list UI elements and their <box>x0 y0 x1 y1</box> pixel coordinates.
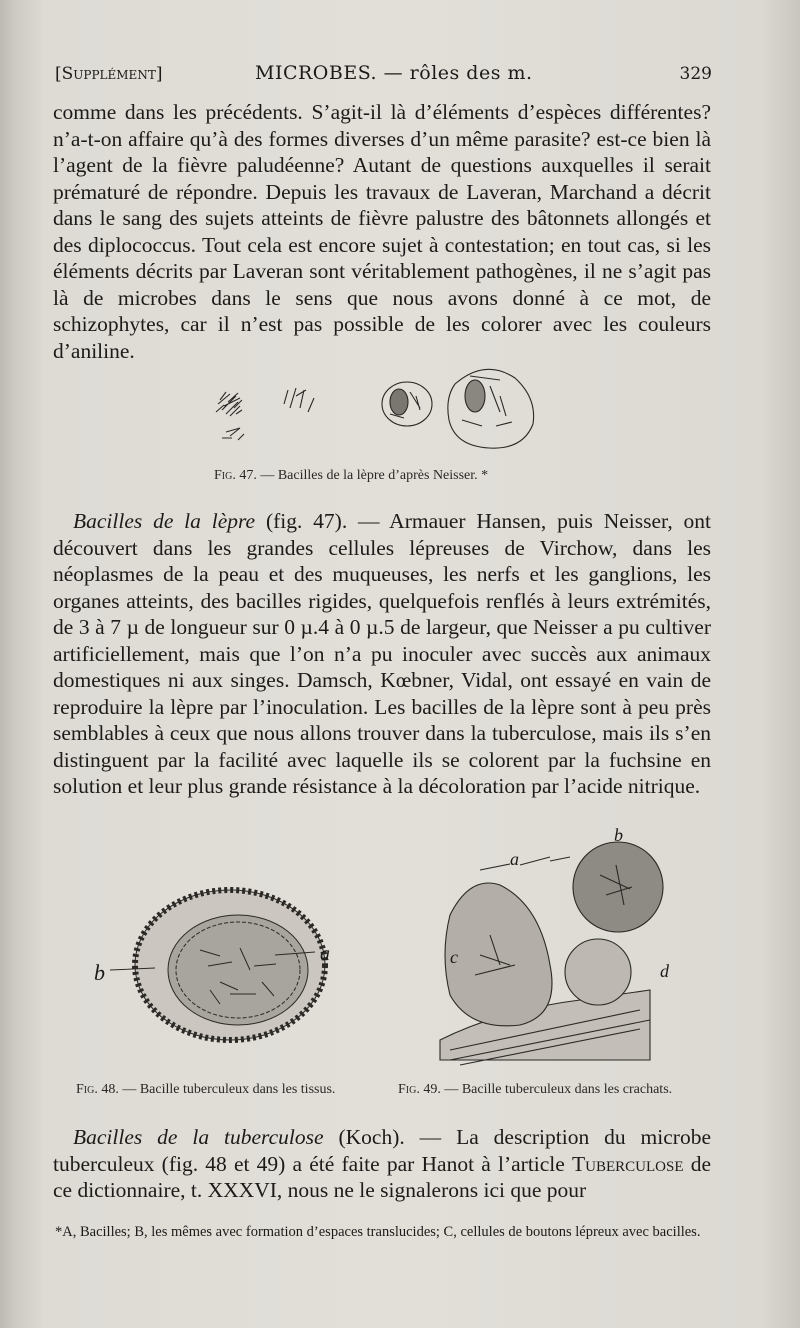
figure-49-label-a: a <box>510 849 519 869</box>
header-title: MICROBES. — rôles des m. <box>255 62 533 84</box>
figure-47-illustration <box>200 356 560 452</box>
figure-49-caption-text: — Bacille tuberculeux dans les crachats. <box>444 1082 673 1097</box>
figure-49 <box>420 825 675 1070</box>
figure-49-illustration <box>420 825 675 1070</box>
tuberculose-article-name: Tuberculose <box>572 1151 684 1176</box>
lepre-text: — Armauer Hansen, puis Neisser, ont découvert dans les grandes cellules lépreuses de Virchow, dans les néoplasmes de la peau et des muqueuses, les nerfs et les ganglions, les organes atteints, des bacilles rigides, quelquefois renflés à leurs extrémités, de 3 à 7 µ de longueur sur 0 µ.4 à 0 µ.5 de largeur, que Neisser a pu cultiver artificiellement, mais que l’on n’a pu inoculer avec succès aux animaux domestiques ni aux singes. Damsch, Kœbner, Vidal, ont essayé en vain de reproduire la lèpre par l’inoculation. Les bacilles de la lèpre sont à peu près semblables à ceux que nous allons trouver dans la tuberculose, mais ils s’en distinguent par la facilité avec laquelle ils se colorent par la fuchsine en solution et leur plus grande résistance à la décoloration par l’acide nitrique. <box>53 509 712 798</box>
figure-48-illustration <box>90 870 340 1070</box>
figure-48-caption <box>76 1082 335 1098</box>
figure-48-caption-text: — Bacille tuberculeux dans les tissus. <box>122 1082 336 1097</box>
figure-48-label: Fig. 48. <box>76 1082 119 1097</box>
figure-47-footnote-marker: * <box>481 468 489 483</box>
figure-49-label: Fig. 49. <box>398 1082 441 1097</box>
figure-49-label-b: b <box>614 825 623 845</box>
footnote: *A, Bacilles; B, les mêmes avec formation d’espaces translucides; C, cellules de boutons lépreux avec bacilles. <box>55 1224 701 1240</box>
figure-49-label-c: c <box>450 947 458 967</box>
figure-47 <box>200 356 560 452</box>
figure-48-label-b: b <box>94 960 105 985</box>
tuberculose-ref: (Koch). <box>338 1125 405 1149</box>
figure-48-label-a: a <box>320 943 330 965</box>
figure-47-caption <box>214 468 488 484</box>
tuberculose-text-1: — La description du microbe tuberculeux (fig. 48 et 49) a été faite par Hanot à l’article <box>53 1125 711 1176</box>
figure-47-label: Fig. 47. <box>214 468 257 483</box>
figure-49-label-d: d <box>660 961 669 981</box>
figure-47-caption-text: — Bacilles de la lèpre d’après Neisser. <box>260 468 478 483</box>
page-number: 329 <box>679 64 712 84</box>
paragraph-lepre <box>53 508 711 800</box>
figure-49-caption <box>398 1082 672 1098</box>
lepre-figure-ref: (fig. 47). <box>265 509 348 533</box>
figure-48 <box>90 870 340 1070</box>
running-header <box>55 62 712 90</box>
tuberculose-text-2: de ce dictionnaire, t. XXXVI, nous ne le signalerons ici que pour <box>53 1151 712 1202</box>
header-section: [Supplément] <box>55 64 163 84</box>
paragraph-paludisme: comme dans les précédents. S’agit-il là d’éléments d’espèces différentes? n’a-t-on affaire qu’à des formes diverses d’un même parasite? est-ce bien là l’agent de la fièvre paludéenne? Autant de questions auxquelles il serait prématuré de répondre. Depuis les travaux de Laveran, Marchand a décrit dans le sang des sujets atteints de fièvre palustre des bâtonnets allongés et des diplococcus. Tout cela est encore sujet à contestation; en tout cas, si les éléments décrits par Laveran sont véritablement pathogènes, il ne s’agit pas là de microbes dans le sens que nous avons donné à ce mot, de schizophytes, car il n’est pas possible de les colorer avec les couleurs d’aniline. <box>53 100 711 363</box>
heading-tuberculose: Bacilles de la tuberculose <box>73 1125 324 1149</box>
heading-lepre: Bacilles de la lèpre <box>73 509 256 533</box>
paragraph-tuberculose <box>53 1124 711 1204</box>
